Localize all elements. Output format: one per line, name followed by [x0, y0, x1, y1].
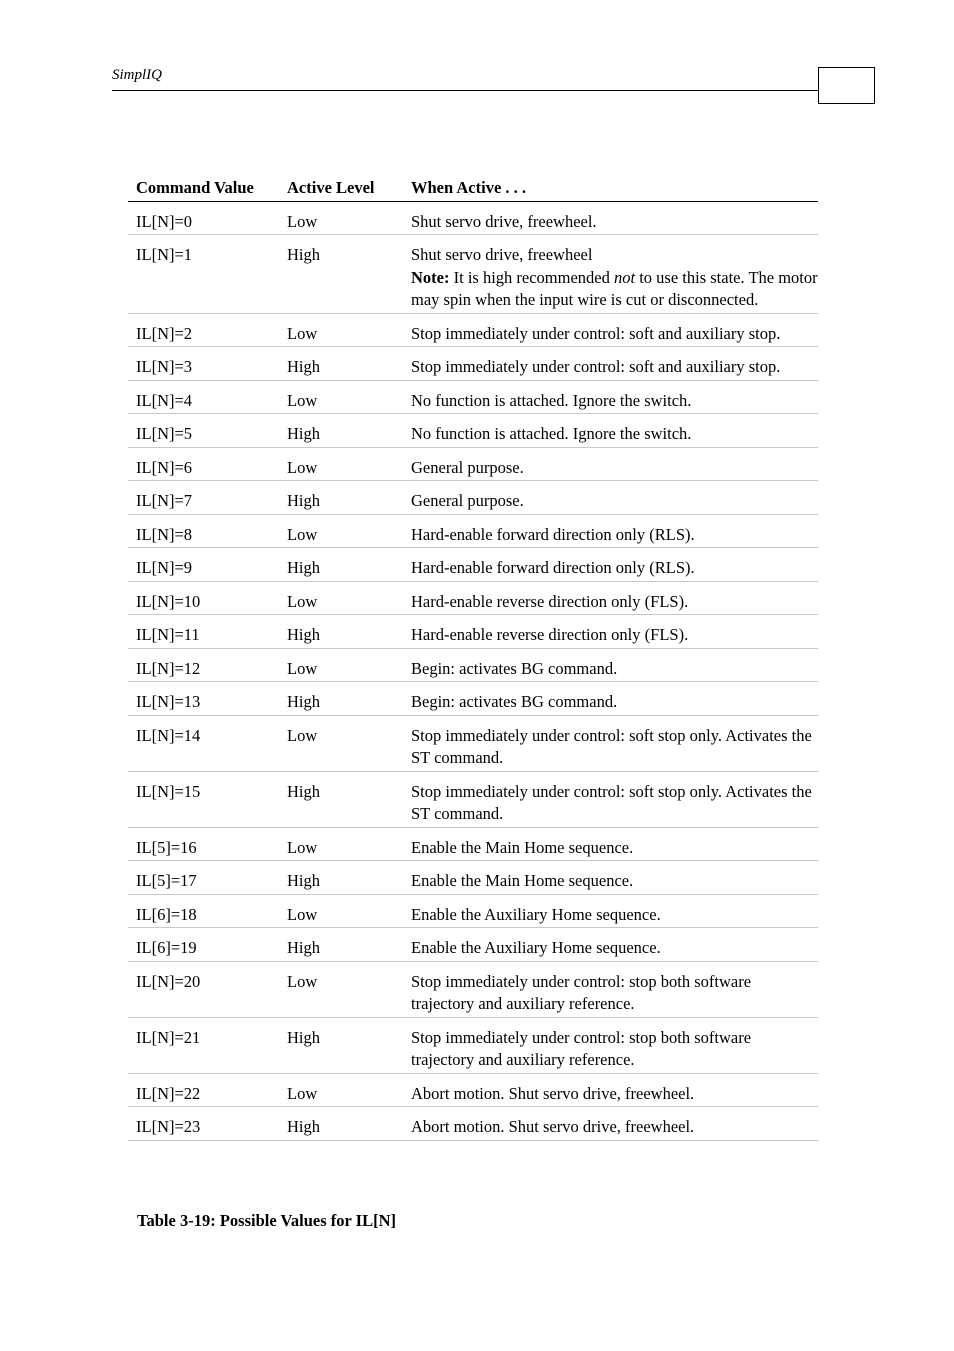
note-emphasis: not: [614, 267, 636, 287]
when-active-cell: [403, 961, 818, 1017]
column-header-active-level: Active Level: [279, 172, 403, 201]
table-row: [128, 648, 818, 682]
active-level-cell: High: [279, 1107, 403, 1141]
active-level-cell: High: [279, 771, 403, 827]
when-active-cell: [403, 347, 818, 381]
command-value-cell: IL[N]=13: [128, 682, 279, 716]
active-level-cell: Low: [279, 648, 403, 682]
description-text: No function is attached. Ignore the switch.: [411, 390, 692, 410]
command-value-cell: IL[N]=23: [128, 1107, 279, 1141]
description-text: Hard-enable reverse direction only (FLS).: [411, 591, 689, 611]
active-level-cell: High: [279, 414, 403, 448]
when-active-cell: [403, 827, 818, 861]
active-level-cell: High: [279, 548, 403, 582]
table-caption: Table 3-19: Possible Values for IL[N]: [137, 1211, 396, 1230]
active-level-cell: High: [279, 615, 403, 649]
table-row: [128, 894, 818, 928]
table-row: [128, 861, 818, 895]
table-row: [128, 481, 818, 515]
description-text: Hard-enable forward direction only (RLS).: [411, 558, 695, 577]
description-text: Enable the Auxiliary Home sequence.: [411, 904, 661, 924]
active-level-cell: High: [279, 682, 403, 716]
description-text: Begin: activates BG command.: [411, 658, 618, 678]
command-value-cell: IL[N]=3: [128, 347, 279, 381]
when-active-cell: [403, 771, 818, 827]
description-text: Enable the Auxiliary Home sequence.: [411, 938, 661, 957]
command-value-cell: IL[N]=4: [128, 380, 279, 414]
command-value-cell: IL[N]=5: [128, 414, 279, 448]
active-level-cell: High: [279, 235, 403, 314]
description-text: General purpose.: [411, 491, 524, 510]
description-text: Hard-enable reverse direction only (FLS).: [411, 625, 689, 644]
command-value-cell: IL[N]=14: [128, 715, 279, 771]
command-value-cell: IL[N]=9: [128, 548, 279, 582]
header-rule: [112, 90, 819, 91]
active-level-cell: Low: [279, 894, 403, 928]
when-active-cell: [403, 514, 818, 548]
active-level-cell: Low: [279, 447, 403, 481]
description-text: Enable the Main Home sequence.: [411, 871, 634, 890]
table-row: [128, 313, 818, 347]
command-value-cell: IL[N]=20: [128, 961, 279, 1017]
active-level-cell: High: [279, 1017, 403, 1073]
command-value-cell: IL[N]=12: [128, 648, 279, 682]
table-row: [128, 827, 818, 861]
description-text: Stop immediately under control: soft and auxiliary stop.: [411, 357, 781, 376]
note-text: to use this state. The motor may spin when the input wire is cut or disconnected.: [411, 267, 818, 309]
active-level-cell: Low: [279, 313, 403, 347]
when-active-cell: [403, 548, 818, 582]
when-active-cell: [403, 581, 818, 615]
column-header-when-active: When Active . . .: [403, 172, 818, 201]
description-text: Abort motion. Shut servo drive, freewheel.: [411, 1083, 695, 1103]
when-active-cell: [403, 1073, 818, 1107]
command-value-cell: IL[5]=17: [128, 861, 279, 895]
active-level-cell: High: [279, 347, 403, 381]
table-row: [128, 715, 818, 771]
column-header-command-value: Command Value: [128, 172, 279, 201]
table-row: [128, 1017, 818, 1073]
table-row: [128, 347, 818, 381]
when-active-cell: [403, 235, 818, 314]
table-body: [128, 201, 818, 1140]
page-number-box: [818, 67, 875, 104]
command-value-cell: IL[N]=0: [128, 201, 279, 235]
command-value-cell: IL[5]=16: [128, 827, 279, 861]
when-active-cell: [403, 715, 818, 771]
description-text: Shut servo drive, freewheel: [411, 245, 593, 264]
table-row: [128, 414, 818, 448]
active-level-cell: Low: [279, 961, 403, 1017]
when-active-cell: [403, 648, 818, 682]
table-header-row: [128, 172, 818, 201]
when-active-cell: [403, 682, 818, 716]
when-active-cell: [403, 313, 818, 347]
command-value-cell: IL[6]=19: [128, 928, 279, 962]
command-value-cell: IL[N]=8: [128, 514, 279, 548]
when-active-cell: [403, 861, 818, 895]
command-value-cell: IL[N]=6: [128, 447, 279, 481]
when-active-cell: [403, 380, 818, 414]
table-row: [128, 928, 818, 962]
table-row: [128, 1073, 818, 1107]
table-row: [128, 447, 818, 481]
header-title: SimplIQ: [112, 67, 162, 83]
table-row: [128, 380, 818, 414]
description-text: Stop immediately under control: soft stop only. Activates the ST command.: [411, 725, 812, 767]
note-text: It is high recommended: [449, 267, 614, 287]
table-row: [128, 1107, 818, 1141]
table-row: [128, 615, 818, 649]
when-active-cell: [403, 201, 818, 235]
table-row: [128, 201, 818, 235]
when-active-cell: [403, 615, 818, 649]
when-active-cell: [403, 894, 818, 928]
description-text: Shut servo drive, freewheel.: [411, 211, 597, 231]
when-active-cell: [403, 481, 818, 515]
active-level-cell: High: [279, 861, 403, 895]
active-level-cell: Low: [279, 581, 403, 615]
table-row: [128, 771, 818, 827]
active-level-cell: High: [279, 928, 403, 962]
active-level-cell: Low: [279, 1073, 403, 1107]
description-text: Begin: activates BG command.: [411, 692, 618, 711]
description-text: Stop immediately under control: soft stop only. Activates the ST command.: [411, 781, 812, 823]
table-row: [128, 682, 818, 716]
description-text: General purpose.: [411, 457, 524, 477]
table-row: [128, 548, 818, 582]
command-value-cell: IL[N]=21: [128, 1017, 279, 1073]
when-active-cell: [403, 414, 818, 448]
command-value-cell: IL[N]=1: [128, 235, 279, 314]
command-value-cell: IL[N]=15: [128, 771, 279, 827]
when-active-cell: [403, 447, 818, 481]
table-row: [128, 235, 818, 314]
description-text: Stop immediately under control: soft and auxiliary stop.: [411, 323, 781, 343]
il-values-table: [128, 172, 818, 1141]
note-label: Note:: [411, 267, 450, 287]
when-active-cell: [403, 1017, 818, 1073]
active-level-cell: Low: [279, 380, 403, 414]
command-value-cell: IL[N]=11: [128, 615, 279, 649]
active-level-cell: High: [279, 481, 403, 515]
description-text: No function is attached. Ignore the switch.: [411, 424, 692, 443]
table-row: [128, 514, 818, 548]
command-value-cell: IL[6]=18: [128, 894, 279, 928]
active-level-cell: Low: [279, 715, 403, 771]
description-text: Hard-enable forward direction only (RLS).: [411, 524, 695, 544]
command-value-cell: IL[N]=10: [128, 581, 279, 615]
command-value-cell: IL[N]=22: [128, 1073, 279, 1107]
description-text: Stop immediately under control: stop both software trajectory and auxiliary reference.: [411, 1027, 752, 1069]
command-value-cell: IL[N]=2: [128, 313, 279, 347]
when-active-cell: [403, 1107, 818, 1141]
active-level-cell: Low: [279, 514, 403, 548]
description-text: Abort motion. Shut servo drive, freewheel.: [411, 1117, 695, 1136]
description-text: Enable the Main Home sequence.: [411, 837, 634, 857]
active-level-cell: Low: [279, 201, 403, 235]
table-row: [128, 581, 818, 615]
active-level-cell: Low: [279, 827, 403, 861]
command-value-cell: IL[N]=7: [128, 481, 279, 515]
when-active-cell: [403, 928, 818, 962]
description-text: Stop immediately under control: stop both software trajectory and auxiliary reference.: [411, 971, 752, 1013]
table-row: [128, 961, 818, 1017]
